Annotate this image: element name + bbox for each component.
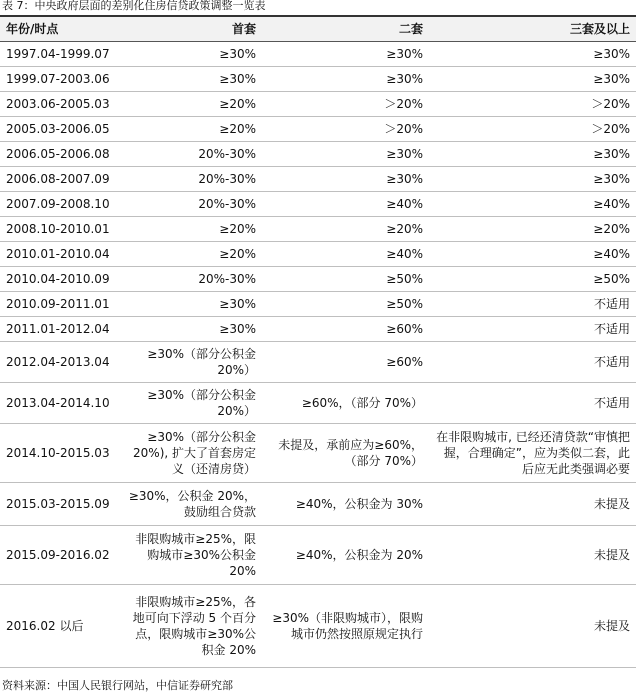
table-row [0, 317, 636, 342]
table-row [0, 142, 636, 167]
header-first-home: 首套 [118, 16, 262, 42]
cell-first-home: ≥20% [118, 217, 262, 242]
cell-period: 2015.09-2016.02 [0, 526, 118, 585]
cell-period: 2010.09-2011.01 [0, 292, 118, 317]
cell-first-home: ≥30% [118, 292, 262, 317]
cell-period: 2006.05-2006.08 [0, 142, 118, 167]
cell-first-home: ≥20% [118, 92, 262, 117]
cell-second-home: ≥60%，（部分 70%） [262, 383, 429, 424]
cell-third-home: ≥40% [429, 192, 636, 217]
table-row [0, 192, 636, 217]
cell-third-home: ≥30% [429, 67, 636, 92]
cell-second-home: ≥40% [262, 192, 429, 217]
table-row [0, 585, 636, 668]
cell-third-home: 不适用 [429, 383, 636, 424]
cell-period: 2016.02 以后 [0, 585, 118, 668]
cell-third-home: 不适用 [429, 342, 636, 383]
cell-second-home: ≥60% [262, 342, 429, 383]
cell-second-home: ≥40%，公积金为 20% [262, 526, 429, 585]
table-row [0, 424, 636, 483]
cell-period: 2007.09-2008.10 [0, 192, 118, 217]
cell-period: 2012.04-2013.04 [0, 342, 118, 383]
cell-period: 1997.04-1999.07 [0, 42, 118, 67]
cell-period: 1999.07-2003.06 [0, 67, 118, 92]
header-period: 年份/时点 [0, 16, 118, 42]
cell-third-home: 未提及 [429, 526, 636, 585]
table-header-row [0, 16, 636, 42]
cell-second-home: ≥50% [262, 292, 429, 317]
credit-policy-table [0, 15, 636, 668]
table-row [0, 342, 636, 383]
table-row [0, 242, 636, 267]
cell-third-home: ≥50% [429, 267, 636, 292]
cell-third-home: 不适用 [429, 317, 636, 342]
cell-third-home: ＞20% [429, 92, 636, 117]
table-row [0, 167, 636, 192]
cell-second-home: 未提及，承前应为≥60%，（部分 70%） [262, 424, 429, 483]
cell-period: 2006.08-2007.09 [0, 167, 118, 192]
cell-period: 2014.10-2015.03 [0, 424, 118, 483]
cell-first-home: ≥30%（部分公积金 20%） [118, 342, 262, 383]
header-second-home: 二套 [262, 16, 429, 42]
table-row [0, 42, 636, 67]
cell-second-home: ≥20% [262, 217, 429, 242]
cell-third-home: ≥30% [429, 142, 636, 167]
table-row [0, 92, 636, 117]
cell-third-home: 不适用 [429, 292, 636, 317]
cell-second-home: ≥40%，公积金为 30% [262, 483, 429, 526]
cell-first-home: ≥30% [118, 67, 262, 92]
cell-third-home: ≥30% [429, 42, 636, 67]
cell-first-home: 非限购城市≥25%，限购城市≥30%公积金 20% [118, 526, 262, 585]
cell-second-home: ≥60% [262, 317, 429, 342]
cell-second-home: ≥50% [262, 267, 429, 292]
cell-period: 2005.03-2006.05 [0, 117, 118, 142]
cell-first-home: ≥30% [118, 42, 262, 67]
table-row [0, 217, 636, 242]
table-row [0, 526, 636, 585]
cell-second-home: ＞20% [262, 92, 429, 117]
cell-period: 2008.10-2010.01 [0, 217, 118, 242]
cell-first-home: 20%-30% [118, 192, 262, 217]
cell-third-home: ≥40% [429, 242, 636, 267]
cell-third-home: 未提及 [429, 585, 636, 668]
cell-first-home: ≥30%（部分公积金 20%） [118, 383, 262, 424]
cell-second-home: ≥30%（非限购城市），限购城市仍然按照原规定执行 [262, 585, 429, 668]
cell-second-home: ≥30% [262, 167, 429, 192]
cell-period: 2011.01-2012.04 [0, 317, 118, 342]
cell-first-home: 20%-30% [118, 167, 262, 192]
table-row [0, 483, 636, 526]
table-row [0, 292, 636, 317]
cell-first-home: ≥30% [118, 317, 262, 342]
cell-first-home: 20%-30% [118, 267, 262, 292]
cell-period: 2013.04-2014.10 [0, 383, 118, 424]
table-row [0, 117, 636, 142]
cell-third-home: ＞20% [429, 117, 636, 142]
table-row [0, 383, 636, 424]
cell-period: 2015.03-2015.09 [0, 483, 118, 526]
cell-period: 2003.06-2005.03 [0, 92, 118, 117]
cell-third-home: 在非限购城市, 已经还清贷款“审慎把握，合理确定”，应为类似二套，此后应无此类强调必要 [429, 424, 636, 483]
cell-first-home: ≥30%，公积金 20%，鼓励组合贷款 [118, 483, 262, 526]
cell-second-home: ≥30% [262, 67, 429, 92]
table-row [0, 67, 636, 92]
cell-second-home: ≥30% [262, 142, 429, 167]
cell-first-home: 非限购城市≥25%，各地可向下浮动 5 个百分点，限购城市≥30%公积金 20% [118, 585, 262, 668]
cell-third-home: ≥30% [429, 167, 636, 192]
cell-period: 2010.04-2010.09 [0, 267, 118, 292]
table-row [0, 267, 636, 292]
header-third-home-plus: 三套及以上 [429, 16, 636, 42]
cell-second-home: ＞20% [262, 117, 429, 142]
cell-period: 2010.01-2010.04 [0, 242, 118, 267]
cell-third-home: ≥20% [429, 217, 636, 242]
table-caption: 表 7：中央政府层面的差别化住房信贷政策调整一览表 [2, 0, 266, 12]
cell-first-home: ≥30%（部分公积金 20%), 扩大了首套房定义（还清房贷） [118, 424, 262, 483]
cell-third-home: 未提及 [429, 483, 636, 526]
cell-first-home: 20%-30% [118, 142, 262, 167]
cell-first-home: ≥20% [118, 242, 262, 267]
cell-second-home: ≥40% [262, 242, 429, 267]
cell-second-home: ≥30% [262, 42, 429, 67]
cell-first-home: ≥20% [118, 117, 262, 142]
source-note: 资料来源：中国人民银行网站，中信证券研究部 [2, 679, 233, 692]
